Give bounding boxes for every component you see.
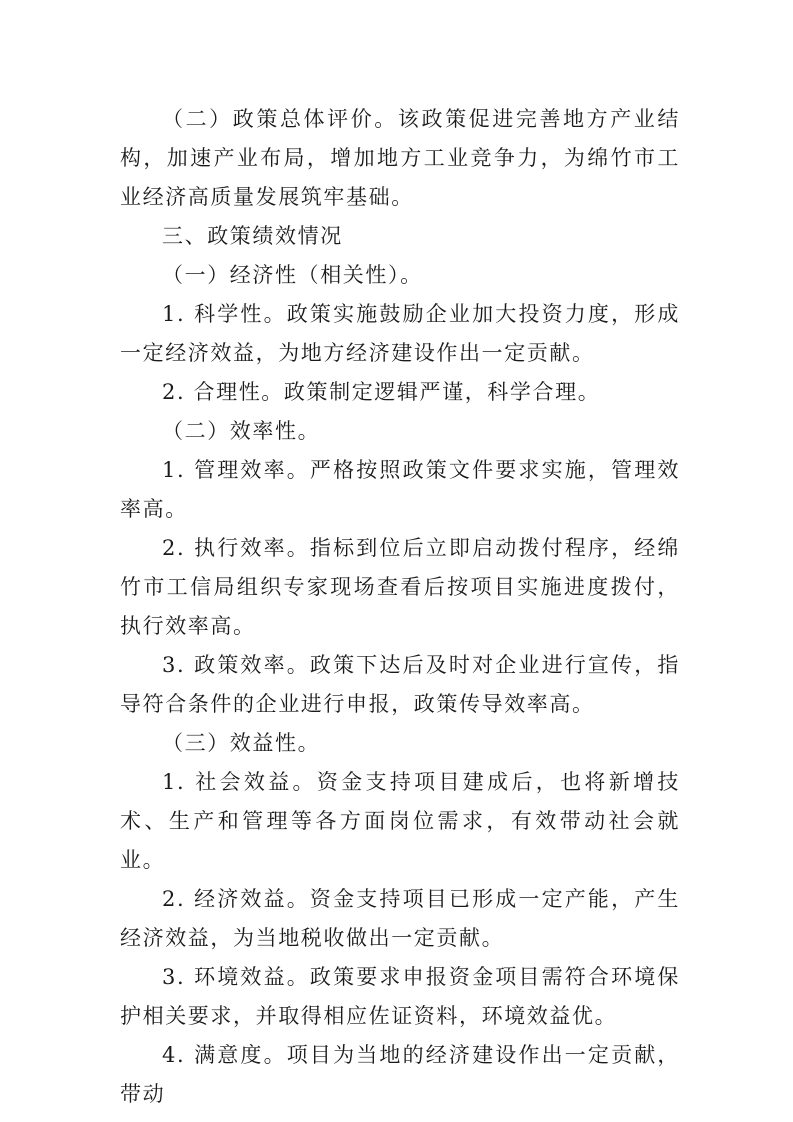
paragraph-environmental-benefit: 3. 环境效益。政策要求申报资金项目需符合环境保护相关要求，并取得相应佐证资料，环境效益优。: [120, 965, 680, 1028]
paragraph-satisfaction: 4. 满意度。项目为当地的经济建设作出一定贡献，带动: [120, 1043, 680, 1106]
paragraph-management-efficiency: 1. 管理效率。严格按照政策文件要求实施，管理效率高。: [120, 458, 680, 521]
paragraph-social-benefit: 1. 社会效益。资金支持项目建成后，也将新增技术、生产和管理等各方面岗位需求，有效带动社会就业。: [120, 770, 680, 872]
paragraph-policy-efficiency: 3. 政策效率。政策下达后及时对企业进行宣传，指导符合条件的企业进行申报，政策传导效率高。: [120, 653, 680, 716]
subheading-effectiveness: （三）效益性。: [162, 731, 321, 755]
subheading-economy: （一）经济性（相关性）。: [162, 263, 423, 287]
body-text: [120, 100, 680, 1114]
subheading-efficiency: （二）效率性。: [162, 419, 321, 443]
paragraph-rationality: 2. 合理性。政策制定逻辑严谨，科学合理。: [162, 380, 601, 404]
section-heading-performance: 三、政策绩效情况: [162, 224, 343, 248]
paragraph-execution-efficiency: 2. 执行效率。指标到位后立即启动拨付程序，经绵竹市工信局组织专家现场查看后按项目实施进度拨付，执行效率高。: [120, 536, 680, 638]
paragraph-economic-benefit: 2. 经济效益。资金支持项目已形成一定产能，产生经济效益，为当地税收做出一定贡献。: [120, 887, 680, 950]
paragraph-overall-evaluation: （二）政策总体评价。该政策促进完善地方产业结构，加速产业布局，增加地方工业竞争力，为绵竹市工业经济高质量发展筑牢基础。: [120, 107, 680, 209]
paragraph-scientific: 1. 科学性。政策实施鼓励企业加大投资力度，形成一定经济效益，为地方经济建设作出一定贡献。: [120, 302, 680, 365]
